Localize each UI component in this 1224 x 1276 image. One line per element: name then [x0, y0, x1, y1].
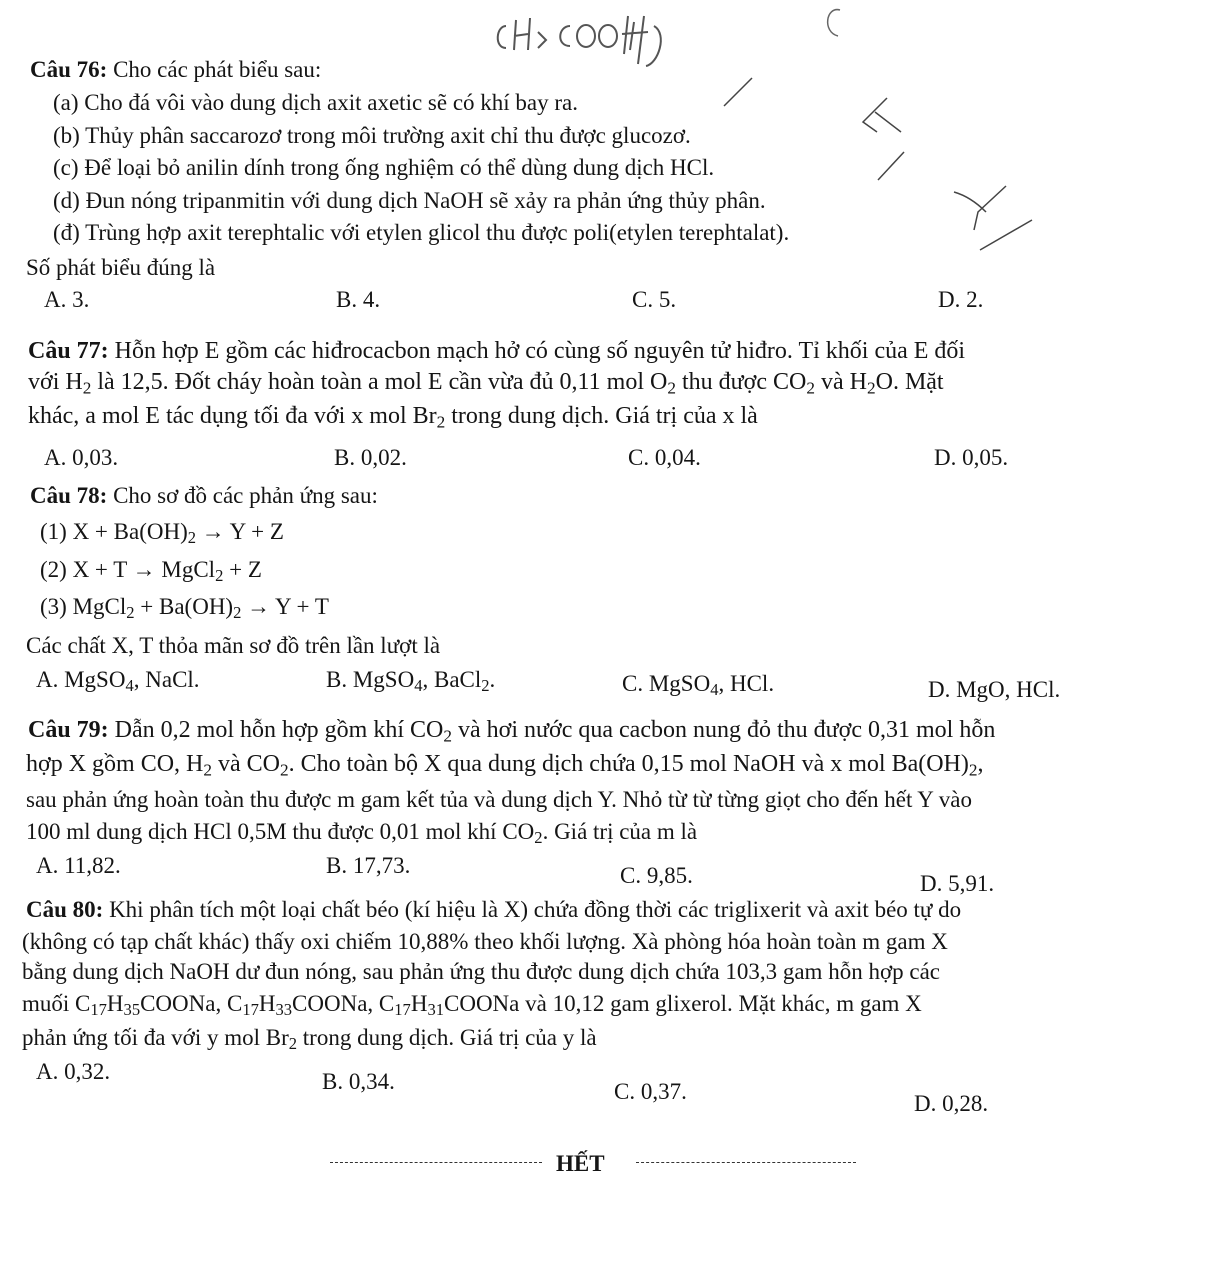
q77-text-1: Hỗn hợp E gồm các hiđrocacbon mạch hở có cùng số nguyên tử hiđro. Tỉ khối của E đối	[108, 338, 966, 364]
q78-option-c[interactable]	[622, 670, 774, 698]
q80-line-1	[26, 896, 961, 924]
q78-b-1: B. MgSO	[326, 667, 415, 692]
q80-4f: 17	[242, 1000, 259, 1020]
q79-sub-2: 2	[203, 760, 213, 780]
q78-reaction-3	[40, 593, 329, 621]
q78-r2-sub: 2	[215, 566, 224, 586]
q76-option-b[interactable]: B. 4.	[336, 287, 381, 312]
q80-text-1: Khi phân tích một loại chất béo (kí hiệu là X) chứa đồng thời các triglixerit và axit béo tự do	[103, 897, 962, 922]
q80-label: Câu 80:	[26, 897, 104, 922]
q78-a-1: A. MgSO	[36, 667, 126, 692]
q80-4k: H	[410, 991, 428, 1016]
q78-r3-c: + Ba(OH)	[134, 594, 234, 619]
q78-option-a[interactable]	[36, 666, 200, 694]
q79-sub-1: 2	[443, 726, 452, 746]
q80-line-4	[22, 990, 922, 1018]
q80-4c: H	[106, 991, 124, 1016]
q78-b-3: , BaCl	[422, 667, 482, 692]
q77-option-a[interactable]: A. 0,03.	[44, 445, 119, 470]
q77-text-2a: với H	[28, 369, 83, 395]
q78-r2-left: (2) X + T → MgCl	[40, 557, 216, 582]
cross-mark-b	[855, 92, 905, 141]
q79-line-2	[26, 750, 984, 778]
q77-sub-o2: 2	[667, 378, 676, 398]
q77-sub-br2: 2	[436, 412, 446, 432]
q79-option-b[interactable]: B. 17,73.	[326, 853, 411, 878]
q79-sub-4: 2	[968, 760, 978, 780]
handwritten-mark	[816, 2, 846, 47]
q78-r3-sub1: 2	[126, 603, 135, 623]
q79-text-2a: hợp X gồm CO, H	[26, 751, 204, 777]
q77-option-d[interactable]: D. 0,05.	[934, 445, 1009, 470]
q76-intro-text: Cho các phát biểu sau:	[107, 57, 322, 82]
q78-r1-sub: 2	[187, 528, 197, 548]
q77-line-1	[28, 337, 965, 365]
q76-statement-a: (a) Cho đá vôi vào dung dịch axit axetic sẽ có khí bay ra.	[53, 90, 579, 115]
footer-text: HẾT	[556, 1151, 605, 1176]
q79-option-d[interactable]: D. 5,91.	[920, 871, 995, 896]
q76-label: Câu 76:	[30, 57, 108, 82]
q77-text-2g: và H	[814, 369, 867, 395]
q77-text-3c: trong dung dịch. Giá trị của x là	[445, 403, 758, 429]
q80-4h: 33	[275, 1000, 293, 1020]
q80-line-2: (không có tạp chất khác) thấy oxi chiếm 10,88% theo khối lượng. Xà phòng hóa hoàn toàn m gam X	[22, 929, 948, 954]
q79-text-1a: Dẫn 0,2 mol hỗn hợp gồm khí CO	[108, 717, 444, 743]
q78-r3-e: → Y + T	[241, 594, 329, 619]
q80-4l: 31	[427, 1000, 444, 1020]
q79-text-4c: . Giá trị của m là	[542, 819, 698, 844]
q80-4e: COONa, C	[140, 991, 243, 1016]
q80-4a: muối C	[22, 991, 91, 1016]
q76-statement-b: (b) Thủy phân saccarozơ trong môi trường axit chỉ thu được glucozơ.	[53, 123, 691, 148]
q79-text-2g: ,	[977, 751, 984, 777]
q78-b-5: .	[489, 667, 496, 692]
q78-a-3: , NaCl.	[133, 667, 200, 692]
q79-line-3: sau phản ứng hoàn toàn thu được m gam kết tủa và dung dịch Y. Nhỏ từ từ từng giọt cho đến hết Y vào	[26, 787, 972, 812]
q80-5b: 2	[288, 1034, 298, 1054]
q77-option-b[interactable]: B. 0,02.	[334, 445, 407, 470]
q79-text-2c: và CO	[212, 751, 281, 777]
q78-intro-text: Cho sơ đồ các phản ứng sau:	[107, 483, 378, 508]
tick-mark-a	[720, 74, 760, 115]
q76-option-d[interactable]: D. 2.	[938, 287, 984, 312]
q76-statement-d: (d) Đun nóng tripanmitin với dung dịch NaOH sẽ xảy ra phản ứng thủy phân.	[53, 188, 766, 213]
q80-4j: 17	[394, 1000, 411, 1020]
q79-text-4a: 100 ml dung dịch HCl 0,5M thu được 0,01 mol khí CO	[26, 819, 535, 844]
q77-text-2e: thu được CO	[675, 369, 807, 395]
q80-5c: trong dung dịch. Giá trị của y là	[297, 1025, 597, 1050]
q78-c-1: C. MgSO	[622, 671, 711, 696]
q77-line-3	[28, 402, 758, 430]
q80-4m: COONa và 10,12 gam glixerol. Mặt khác, m gam X	[444, 991, 922, 1016]
q79-text-2e: . Cho toàn bộ X qua dung dịch chứa 0,15 mol NaOH và x mol Ba(OH)	[288, 751, 969, 777]
q78-option-b[interactable]	[326, 666, 495, 694]
footer-end-label	[556, 1150, 605, 1178]
q78-reaction-2	[40, 556, 262, 584]
q78-reaction-1	[40, 518, 284, 546]
q78-b-sub2: 2	[481, 676, 490, 696]
q78-r3-a: (3) MgCl	[40, 594, 127, 619]
q79-option-c[interactable]: C. 9,85.	[620, 863, 693, 888]
q80-option-c[interactable]: C. 0,37.	[614, 1079, 687, 1104]
q78-r1-left: (1) X + Ba(OH)	[40, 519, 188, 544]
q80-option-a[interactable]: A. 0,32.	[36, 1059, 111, 1084]
q80-line-3: bằng dung dịch NaOH dư đun nóng, sau phản ứng thu được dung dịch chứa 103,3 gam hỗn hợp các	[22, 959, 940, 984]
q78-a-sub: 4	[125, 676, 134, 696]
q76-option-c[interactable]: C. 5.	[632, 287, 677, 312]
q80-line-5	[22, 1024, 597, 1052]
q77-sub-h2o: 2	[866, 378, 876, 398]
q79-sub-5: 2	[534, 828, 543, 848]
q78-b-sub1: 4	[414, 676, 423, 696]
q77-sub-co2: 2	[806, 378, 815, 398]
q80-4g: H	[258, 991, 276, 1016]
handwritten-note	[488, 4, 728, 79]
footer-divider-left	[330, 1162, 542, 1163]
q79-line-1	[28, 716, 995, 744]
q79-option-a[interactable]: A. 11,82.	[36, 853, 121, 878]
q80-option-d[interactable]: D. 0,28.	[914, 1091, 989, 1116]
q80-5a: phản ứng tối đa với y mol Br	[22, 1025, 289, 1050]
q80-4d: 35	[123, 1000, 141, 1020]
tick-mark-dd	[976, 216, 1036, 261]
q80-4b: 17	[90, 1000, 107, 1020]
q78-r3-sub2: 2	[233, 603, 242, 623]
q78-intro	[30, 482, 378, 510]
tick-mark-c	[874, 148, 914, 189]
q76-statement-c: (c) Để loại bỏ anilin dính trong ống nghiệm có thể dùng dung dịch HCl.	[53, 155, 715, 180]
q79-label: Câu 79:	[28, 717, 109, 743]
q77-text-3a: khác, a mol E tác dụng tối đa với x mol Br	[28, 403, 437, 429]
q78-c-3: , HCl.	[718, 671, 775, 696]
q78-question: Các chất X, T thỏa mãn sơ đồ trên lần lượt là	[26, 633, 441, 658]
q80-4i: COONa, C	[292, 991, 395, 1016]
q76-option-a[interactable]: A. 3.	[44, 287, 90, 312]
q77-label: Câu 77:	[28, 338, 109, 364]
q78-option-d[interactable]: D. MgO, HCl.	[928, 677, 1061, 702]
q79-sub-3: 2	[280, 760, 289, 780]
q79-text-1c: và hơi nước qua cacbon nung đỏ thu được 0,31 mol hỗn	[452, 717, 996, 743]
q77-text-2c: là 12,5. Đốt cháy hoàn toàn a mol E cần vừa đủ 0,11 mol O	[91, 369, 668, 395]
q78-c-sub: 4	[710, 680, 719, 700]
q77-text-2i: O. Mặt	[875, 369, 944, 395]
q78-label: Câu 78:	[30, 483, 108, 508]
q80-option-b[interactable]: B. 0,34.	[322, 1069, 395, 1094]
q77-line-2	[28, 368, 944, 396]
q78-r1-right: → Y + Z	[196, 519, 284, 544]
q77-option-c[interactable]: C. 0,04.	[628, 445, 701, 470]
q77-sub-h2: 2	[82, 378, 92, 398]
q76-statement-dd: (đ) Trùng hợp axit terephtalic với etylen glicol thu được poli(etylen terephtalat).	[53, 220, 790, 245]
footer-divider-right	[636, 1162, 856, 1163]
q76-question: Số phát biểu đúng là	[26, 255, 216, 280]
q78-r2-right: + Z	[223, 557, 262, 582]
q79-line-4	[26, 818, 697, 846]
q76-intro	[30, 56, 321, 84]
